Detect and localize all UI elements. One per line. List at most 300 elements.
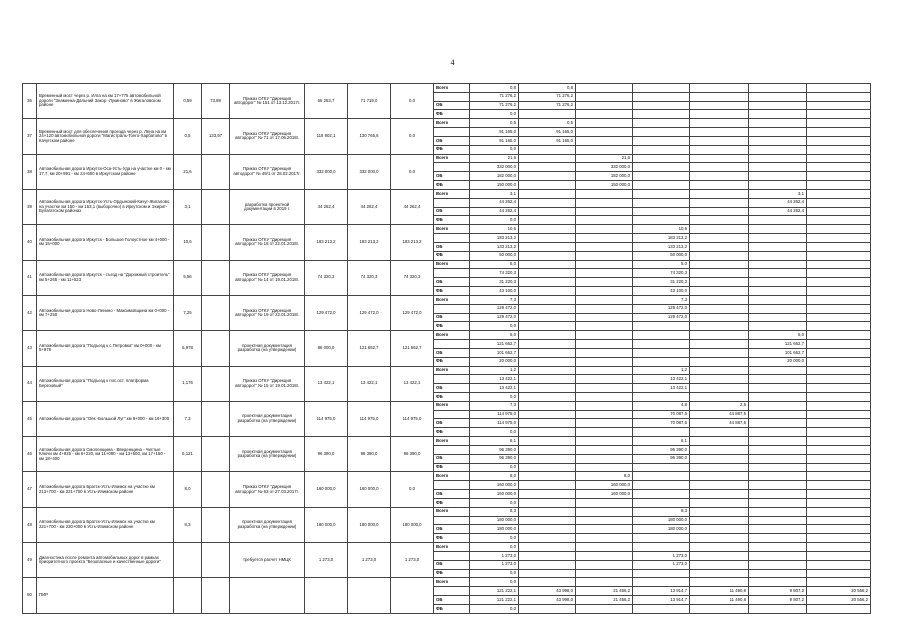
row-number: 44 — [23, 366, 37, 401]
value-cell — [519, 392, 576, 401]
value-cell — [519, 260, 576, 269]
value-cell — [519, 428, 576, 437]
value-cell — [519, 172, 576, 181]
value-cell — [749, 225, 807, 234]
value-cell: 43 998,0 — [519, 596, 576, 605]
value-cell: 71 276,2 — [470, 92, 519, 101]
value-cell: 21 456,2 — [576, 596, 633, 605]
cost-column-1: 160 000,0 — [348, 472, 391, 507]
value-cell — [576, 498, 633, 507]
row-label — [434, 304, 470, 313]
value-cell — [807, 101, 871, 110]
row-number: 39 — [23, 189, 37, 224]
value-cell — [690, 481, 749, 490]
value-cell: 0,0 — [470, 534, 519, 543]
value-cell: 3,1 — [749, 189, 807, 198]
cost-estimate: 65 253,7 — [305, 84, 348, 119]
value-cell: 0,8 — [519, 84, 576, 93]
value-cell — [749, 534, 807, 543]
value-cell — [519, 534, 576, 543]
value-cell — [519, 410, 576, 419]
value-cell — [519, 207, 576, 216]
value-cell — [807, 375, 871, 384]
value-cell — [633, 322, 690, 331]
value-cell: 70 087,5 — [633, 410, 690, 419]
value-cell — [807, 481, 871, 490]
value-cell — [807, 551, 871, 560]
object-name: Автомобильная дорога Братск-Усть-Илимск на участке км 213+700 - км 221+700 в Усть-Илимском районе — [37, 472, 174, 507]
value-cell — [690, 375, 749, 384]
value-cell — [807, 110, 871, 119]
value-cell — [690, 569, 749, 578]
cost-estimate: 160 000,0 — [305, 472, 348, 507]
value-cell: 10,6 — [633, 225, 690, 234]
row-number: 46 — [23, 437, 37, 472]
length-km: 5,978 — [174, 331, 202, 366]
value-cell: 8,3 — [633, 507, 690, 516]
row-label: Всего — [434, 154, 470, 163]
value-cell — [576, 543, 633, 552]
object-name: Автомобильная дорога "Подъезд к с.Петровка" км 0+000 - км 5+978 — [37, 331, 174, 366]
value-cell — [749, 278, 807, 287]
value-cell — [807, 145, 871, 154]
value-cell — [576, 348, 633, 357]
row-label: ОБ — [434, 525, 470, 534]
value-cell — [519, 551, 576, 560]
value-cell — [690, 260, 749, 269]
value-cell — [807, 287, 871, 296]
row-label — [434, 234, 470, 243]
value-cell — [690, 207, 749, 216]
value-cell — [576, 287, 633, 296]
value-cell: 150 000,0 — [470, 181, 519, 190]
value-cell: 43 998,0 — [519, 587, 576, 596]
value-cell — [519, 340, 576, 349]
value-cell: 44 262,4 — [470, 198, 519, 207]
value-cell — [576, 136, 633, 145]
value-cell: 1 273,0 — [470, 560, 519, 569]
value-cell: 44 887,5 — [690, 410, 749, 419]
value-cell: 180 000,0 — [633, 525, 690, 534]
value-cell — [807, 445, 871, 454]
value-cell — [576, 331, 633, 340]
row-label: ФБ — [434, 251, 470, 260]
value-cell — [807, 357, 871, 366]
cost-column-2: 74 320,3 — [391, 260, 434, 295]
cost-column-1: 96 390,0 — [348, 437, 391, 472]
value-cell: 91 165,0 — [519, 128, 576, 137]
value-cell — [633, 481, 690, 490]
value-cell: 9 807,2 — [749, 587, 807, 596]
value-cell: 10,6 — [470, 225, 519, 234]
value-cell: 0,0 — [470, 578, 519, 587]
row-label: ФБ — [434, 569, 470, 578]
value-cell — [807, 507, 871, 516]
value-cell — [519, 313, 576, 322]
value-cell — [807, 490, 871, 499]
value-cell: 8,3 — [470, 507, 519, 516]
value-cell — [807, 340, 871, 349]
value-cell — [690, 490, 749, 499]
row-number: 43 — [23, 331, 37, 366]
cost-estimate: 86 000,0 — [305, 331, 348, 366]
length-km: 8,3 — [174, 507, 202, 542]
value-cell — [807, 392, 871, 401]
value-cell — [690, 251, 749, 260]
basis-document: Приказ ОГКУ "Дирекция автодорог" № 49/1 от 28.02.2017г. — [230, 154, 305, 189]
value-cell — [690, 348, 749, 357]
value-cell — [519, 578, 576, 587]
value-cell — [807, 525, 871, 534]
value-cell — [749, 551, 807, 560]
row-label: ОБ — [434, 242, 470, 251]
length-km: 5,56 — [174, 260, 202, 295]
value-cell — [576, 454, 633, 463]
value-cell — [519, 543, 576, 552]
value-cell: 31 220,3 — [470, 278, 519, 287]
value-cell — [576, 119, 633, 128]
object-name: Временный мост через р. Илга на км 17+775 автомобильной дороги "Знаменка-Дальний Закор -Лукиново" в Жигаловском районе — [37, 84, 174, 119]
value-cell — [633, 189, 690, 198]
value-cell — [690, 304, 749, 313]
value-cell — [807, 560, 871, 569]
cost-column-1: 74 320,3 — [348, 260, 391, 295]
km-value — [202, 154, 230, 189]
value-cell: 0,0 — [470, 543, 519, 552]
value-cell — [576, 322, 633, 331]
row-label: Всего — [434, 507, 470, 516]
value-cell — [519, 145, 576, 154]
value-cell: 6,0 — [470, 331, 519, 340]
value-cell — [633, 181, 690, 190]
value-cell: 11 490,8 — [690, 587, 749, 596]
value-cell: 44 262,4 — [749, 198, 807, 207]
cost-estimate — [305, 578, 348, 614]
value-cell — [807, 437, 871, 446]
value-cell — [690, 437, 749, 446]
value-cell — [576, 101, 633, 110]
length-km: 0,5 — [174, 119, 202, 154]
value-cell — [519, 278, 576, 287]
value-cell: 74 320,3 — [470, 269, 519, 278]
value-cell — [519, 569, 576, 578]
value-cell — [519, 516, 576, 525]
value-cell — [749, 242, 807, 251]
value-cell: 0,0 — [470, 216, 519, 225]
value-cell — [519, 472, 576, 481]
value-cell: 96 390,0 — [470, 454, 519, 463]
value-cell — [749, 110, 807, 119]
value-cell — [576, 534, 633, 543]
value-cell — [807, 234, 871, 243]
value-cell: 96 390,0 — [470, 445, 519, 454]
value-cell — [519, 304, 576, 313]
value-cell — [749, 181, 807, 190]
row-label: Всего — [434, 366, 470, 375]
value-cell — [576, 357, 633, 366]
row-label — [434, 551, 470, 560]
row-label — [434, 163, 470, 172]
basis-document: Приказ ОГКУ "Дирекция автодорог" № 14 от 19.01.2018г. — [230, 260, 305, 295]
row-number: 45 — [23, 401, 37, 436]
value-cell — [576, 419, 633, 428]
value-cell — [690, 534, 749, 543]
value-cell — [807, 251, 871, 260]
length-km: 21,6 — [174, 154, 202, 189]
value-cell — [633, 569, 690, 578]
value-cell — [633, 498, 690, 507]
cost-estimate: 183 213,2 — [305, 225, 348, 260]
value-cell: 7,3 — [470, 295, 519, 304]
value-cell — [690, 366, 749, 375]
value-cell — [519, 189, 576, 198]
cost-column-1: 130 765,6 — [348, 119, 391, 154]
row-label: ФБ — [434, 463, 470, 472]
value-cell: 3,1 — [470, 189, 519, 198]
km-value: 133,97 — [202, 119, 230, 154]
value-cell — [519, 445, 576, 454]
row-label: Всего — [434, 189, 470, 198]
value-cell: 160 000,0 — [470, 481, 519, 490]
row-label: ОБ — [434, 101, 470, 110]
length-km: 10,6 — [174, 225, 202, 260]
row-label: ФБ — [434, 322, 470, 331]
value-cell — [690, 472, 749, 481]
basis-document: Приказ ОГКУ "Дирекция автодорог" № 151 от 13.12.2017г. — [230, 84, 305, 119]
value-cell: 101 662,7 — [470, 348, 519, 357]
cost-estimate: 114 975,0 — [305, 401, 348, 436]
basis-document: проектная документация разработка (на утверждении) — [230, 507, 305, 542]
value-cell — [690, 384, 749, 393]
cost-column-2: 44 262,4 — [391, 189, 434, 224]
row-label: ФБ — [434, 534, 470, 543]
table-row — [23, 366, 871, 375]
value-cell: 114 975,0 — [470, 419, 519, 428]
value-cell — [807, 128, 871, 137]
cost-column-1: 1 273,0 — [348, 543, 391, 578]
value-cell: 0,5 — [519, 119, 576, 128]
value-cell — [576, 189, 633, 198]
length-km: 6,121 — [174, 437, 202, 472]
cost-column-2: 180 000,0 — [391, 507, 434, 542]
row-label: ФБ — [434, 604, 470, 613]
table-row — [23, 578, 871, 587]
value-cell — [807, 604, 871, 613]
value-cell — [519, 525, 576, 534]
value-cell — [633, 128, 690, 137]
value-cell: 11 490,8 — [690, 596, 749, 605]
value-cell — [807, 498, 871, 507]
cost-column-1: 13 422,1 — [348, 366, 391, 401]
object-name: Автомобильная дорога Иркутск-Усть-Ордынский-Качуг-Жигалово на участке км 150 - км 153,1 (выборочно) в Иркутском и Эхирит-Булагатском районах — [37, 189, 174, 224]
row-label: ФБ — [434, 216, 470, 225]
value-cell — [519, 331, 576, 340]
value-cell: 183 213,2 — [633, 234, 690, 243]
value-cell: 9 807,2 — [749, 596, 807, 605]
value-cell — [690, 498, 749, 507]
value-cell: 21,6 — [470, 154, 519, 163]
object-name: Диагностика после ремонта автомобильных дорог в рамках приоритетного проекта "Безопасные и качественные дороги" — [37, 543, 174, 578]
value-cell — [576, 295, 633, 304]
value-cell — [690, 234, 749, 243]
value-cell — [633, 110, 690, 119]
row-label: Всего — [434, 119, 470, 128]
cost-estimate: 118 902,1 — [305, 119, 348, 154]
value-cell: 0,0 — [470, 145, 519, 154]
value-cell — [519, 401, 576, 410]
value-cell — [690, 322, 749, 331]
km-value — [202, 401, 230, 436]
cost-column-2 — [391, 578, 434, 614]
length-km: 3,1 — [174, 189, 202, 224]
value-cell: 133 213,2 — [470, 242, 519, 251]
value-cell — [633, 578, 690, 587]
value-cell — [576, 313, 633, 322]
value-cell — [576, 578, 633, 587]
value-cell — [519, 163, 576, 172]
km-value — [202, 507, 230, 542]
value-cell — [633, 92, 690, 101]
value-cell — [576, 560, 633, 569]
value-cell — [690, 181, 749, 190]
value-cell — [576, 278, 633, 287]
row-label: ОБ — [434, 419, 470, 428]
value-cell — [807, 463, 871, 472]
value-cell: 96 390,0 — [633, 454, 690, 463]
value-cell: 13 422,1 — [633, 384, 690, 393]
value-cell — [807, 269, 871, 278]
value-cell — [519, 357, 576, 366]
row-label — [434, 92, 470, 101]
value-cell — [807, 569, 871, 578]
table-body — [23, 84, 871, 614]
value-cell: 183 213,2 — [470, 234, 519, 243]
row-label: ОБ — [434, 278, 470, 287]
value-cell — [633, 207, 690, 216]
length-km: 7,3 — [174, 401, 202, 436]
value-cell: 180 000,0 — [633, 516, 690, 525]
value-cell — [690, 507, 749, 516]
value-cell — [749, 543, 807, 552]
cost-column-1: 332 000,0 — [348, 154, 391, 189]
value-cell: 160 000,0 — [576, 490, 633, 499]
value-cell — [690, 392, 749, 401]
value-cell — [690, 287, 749, 296]
value-cell — [633, 136, 690, 145]
value-cell — [519, 295, 576, 304]
row-label: ОБ — [434, 207, 470, 216]
cost-estimate: 180 000,0 — [305, 507, 348, 542]
value-cell: 133 213,2 — [633, 242, 690, 251]
value-cell — [633, 490, 690, 499]
value-cell — [576, 207, 633, 216]
value-cell: 1,2 — [633, 366, 690, 375]
value-cell — [519, 287, 576, 296]
value-cell: 129 472,0 — [470, 304, 519, 313]
km-value — [202, 578, 230, 614]
value-cell — [807, 92, 871, 101]
length-km: 1,176 — [174, 366, 202, 401]
km-value — [202, 260, 230, 295]
cost-estimate: 332 000,0 — [305, 154, 348, 189]
value-cell: 74 320,3 — [633, 269, 690, 278]
cost-column-2: 0,0 — [391, 472, 434, 507]
object-name: Автомобильная дорога Братск-Усть-Илимск на участке км 221+700 - км 230+000 в Усть-Илимском районе — [37, 507, 174, 542]
value-cell: 43 100,0 — [633, 287, 690, 296]
value-cell — [690, 128, 749, 137]
row-label: ОБ — [434, 490, 470, 499]
table-row — [23, 84, 871, 93]
value-cell: 121 662,7 — [749, 340, 807, 349]
value-cell: 129 472,0 — [633, 304, 690, 313]
basis-document: Приказ ОГКУ "Дирекция автодорог" № 18 от 22.01.2018г. — [230, 225, 305, 260]
value-cell — [749, 322, 807, 331]
value-cell — [690, 331, 749, 340]
value-cell — [633, 172, 690, 181]
value-cell — [690, 295, 749, 304]
value-cell — [749, 454, 807, 463]
object-name: ПИР — [37, 578, 174, 614]
value-cell — [690, 454, 749, 463]
object-name: Автомобильная дорога "Подъезд к пос.ост. платформа Березовый" — [37, 366, 174, 401]
value-cell — [576, 428, 633, 437]
value-cell — [690, 516, 749, 525]
value-cell — [749, 119, 807, 128]
row-number: 40 — [23, 225, 37, 260]
value-cell — [519, 198, 576, 207]
value-cell: 21,6 — [576, 154, 633, 163]
value-cell — [807, 472, 871, 481]
basis-document: проектная документация разработка (на утверждении) — [230, 401, 305, 436]
value-cell — [749, 392, 807, 401]
value-cell — [690, 189, 749, 198]
value-cell — [807, 543, 871, 552]
row-label: ФБ — [434, 392, 470, 401]
table-row — [23, 189, 871, 198]
value-cell — [807, 313, 871, 322]
row-label: ОБ — [434, 172, 470, 181]
value-cell: 0,0 — [470, 322, 519, 331]
value-cell: 0,8 — [470, 84, 519, 93]
value-cell — [633, 463, 690, 472]
value-cell — [690, 357, 749, 366]
value-cell — [807, 207, 871, 216]
value-cell — [633, 357, 690, 366]
row-label: Всего — [434, 437, 470, 446]
value-cell — [576, 269, 633, 278]
value-cell — [690, 604, 749, 613]
page-number: 4 — [450, 58, 455, 67]
value-cell — [519, 110, 576, 119]
value-cell — [807, 454, 871, 463]
value-cell: 1 273,0 — [633, 551, 690, 560]
cost-column-1: 180 000,0 — [348, 507, 391, 542]
value-cell — [576, 384, 633, 393]
value-cell — [749, 92, 807, 101]
value-cell: 91 165,0 — [470, 136, 519, 145]
value-cell — [749, 604, 807, 613]
row-number: 49 — [23, 543, 37, 578]
cost-estimate: 129 472,0 — [305, 295, 348, 330]
row-label — [434, 128, 470, 137]
value-cell — [807, 534, 871, 543]
value-cell: 13 914,7 — [633, 587, 690, 596]
value-cell — [690, 198, 749, 207]
value-cell: 129 472,0 — [633, 313, 690, 322]
row-label: ФБ — [434, 357, 470, 366]
value-cell — [690, 136, 749, 145]
value-cell: 71 276,2 — [519, 101, 576, 110]
